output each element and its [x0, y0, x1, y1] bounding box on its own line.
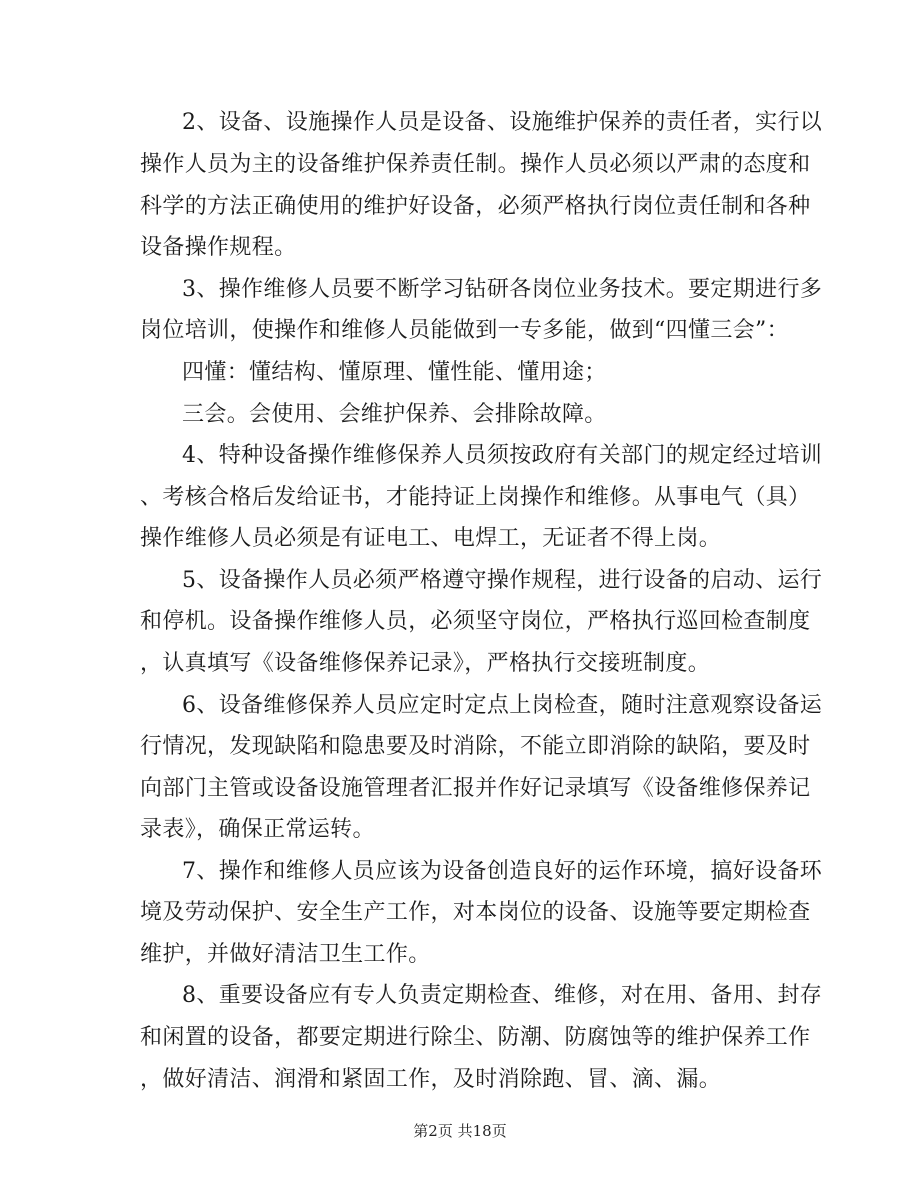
paragraph-6-line-1: 6、设备维修保养人员应定时定点上岗检查，随时注意观察设备运 — [182, 693, 823, 718]
paragraph-3-line-2: 岗位培训，使操作和维修人员能做到一专多能，做到“四懂三会”： — [140, 318, 789, 343]
paragraph-3-four-understandings: 四懂：懂结构、懂原理、懂性能、懂用途； — [182, 360, 607, 385]
paragraph-7-line-2: 境及劳动保护、安全生产工作，对本岗位的设备、设施等要定期检查 — [140, 900, 811, 925]
paragraph-8-line-3: ，做好清洁、润滑和紧固工作，及时消除跑、冒、滴、漏。 — [140, 1067, 722, 1092]
paragraph-3-three-abilities: 三会。会使用、会维护保养、会排除故障。 — [182, 402, 607, 427]
paragraph-2-line-4: 设备操作规程。 — [140, 235, 297, 260]
paragraph-8-line-2: 和闲置的设备，都要定期进行除尘、防潮、防腐蚀等的维护保养工作 — [140, 1025, 811, 1050]
paragraph-4-line-1: 4、特种设备操作维修保养人员须按政府有关部门的规定经过培训 — [182, 443, 823, 468]
paragraph-6-line-2: 行情况，发现缺陷和隐患要及时消除，不能立即消除的缺陷，要及时 — [140, 734, 811, 759]
paragraph-3-line-1: 3、操作维修人员要不断学习钻研各岗位业务技术。要定期进行多 — [182, 277, 823, 302]
paragraph-6-line-4: 录表》，确保正常运转。 — [140, 817, 375, 842]
paragraph-7-line-3: 维护，并做好清洁卫生工作。 — [140, 942, 431, 967]
paragraph-2-line-2: 操作人员为主的设备维护保养责任制。操作人员必须以严肃的态度和 — [140, 152, 811, 177]
paragraph-5-line-3: ，认真填写《设备维修保养记录》，严格执行交接班制度。 — [140, 651, 711, 676]
paragraph-4-line-2: 、考核合格后发给证书，才能持证上岗操作和维修。从事电气（具） — [140, 485, 811, 510]
paragraph-2-line-1: 2、设备、设施操作人员是设备、设施维护保养的责任者，实行以 — [182, 110, 823, 135]
paragraph-6-line-3: 向部门主管或设备设施管理者汇报并作好记录填写《设备维修保养记 — [140, 776, 811, 801]
page-number-footer: 第2页 共18页 — [413, 1122, 507, 1140]
paragraph-4-line-3: 操作维修人员必须是有证电工、电焊工，无证者不得上岗。 — [140, 526, 722, 551]
paragraph-7-line-1: 7、操作和维修人员应该为设备创造良好的运作环境，搞好设备环 — [182, 859, 823, 884]
paragraph-2-line-3: 科学的方法正确使用的维护好设备，必须严格执行岗位责任制和各种 — [140, 194, 811, 219]
paragraph-8-line-1: 8、重要设备应有专人负责定期检查、维修，对在用、备用、封存 — [182, 983, 823, 1008]
paragraph-5-line-1: 5、设备操作人员必须严格遵守操作规程，进行设备的启动、运行 — [182, 568, 823, 593]
paragraph-5-line-2: 和停机。设备操作维修人员，必须坚守岗位，严格执行巡回检查制度 — [140, 609, 811, 634]
